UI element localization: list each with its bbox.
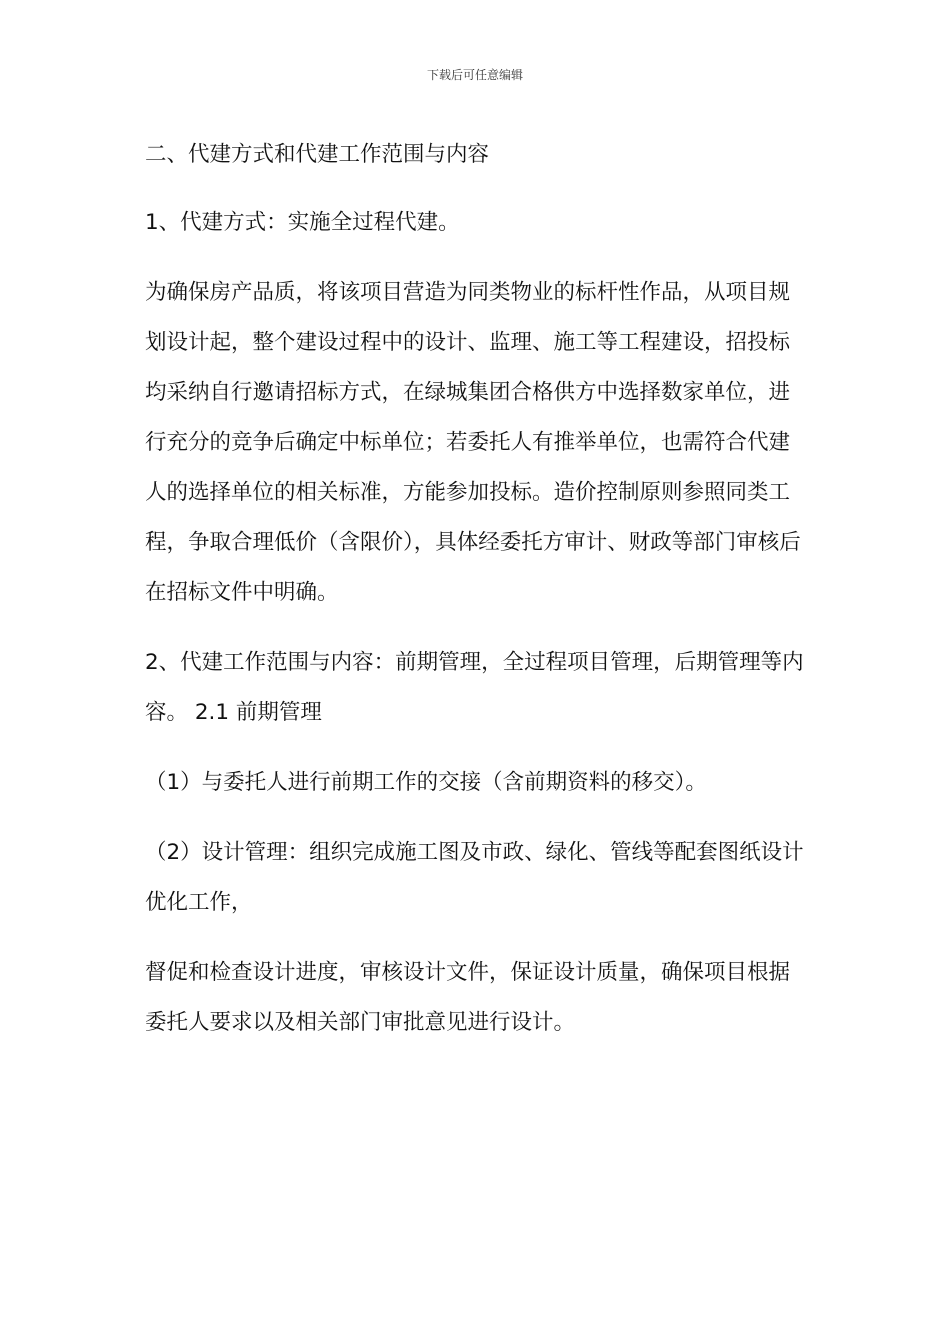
document-body xyxy=(145,130,810,1048)
sub-item-1-handover: （1）与委托人进行前期工作的交接（含前期资料的移交）。 xyxy=(145,770,707,795)
page-header: 下载后可任意编辑 xyxy=(426,68,523,82)
paragraph-quality-and-bidding: 为确保房产品质，将该项目营造为同类物业的标杆性作品，从项目规划设计起，整个建设过程中的设计、监理、施工等工程建设，招投标均采纳自行邀请招标方式，在绿城集团合格供方中选择数家单位，进行充分的竞争后确定中标单位；若委托人有推举单位，也需符合代建人的选择单位的相关标准，方能参加投标。造价控制原则参照同类工程，争取合理低价（含限价），具体经委托方审计、财政等部门审核后在招标文件中明确。 xyxy=(145,280,801,605)
section-heading: 二、代建方式和代建工作范围与内容 xyxy=(145,142,490,167)
item-2-scope-and-content: 2、代建工作范围与内容：前期管理，全过程项目管理，后期管理等内容。 2.1 前期管理 xyxy=(145,650,804,725)
paragraph-design-supervision: 督促和检查设计进度，审核设计文件，保证设计质量，确保项目根据委托人要求以及相关部门审批意见进行设计。 xyxy=(145,960,791,1035)
item-1-construction-mode: 1、代建方式：实施全过程代建。 xyxy=(145,210,460,235)
sub-item-2-design-management: （2）设计管理：组织完成施工图及市政、绿化、管线等配套图纸设计优化工作， xyxy=(145,840,804,915)
